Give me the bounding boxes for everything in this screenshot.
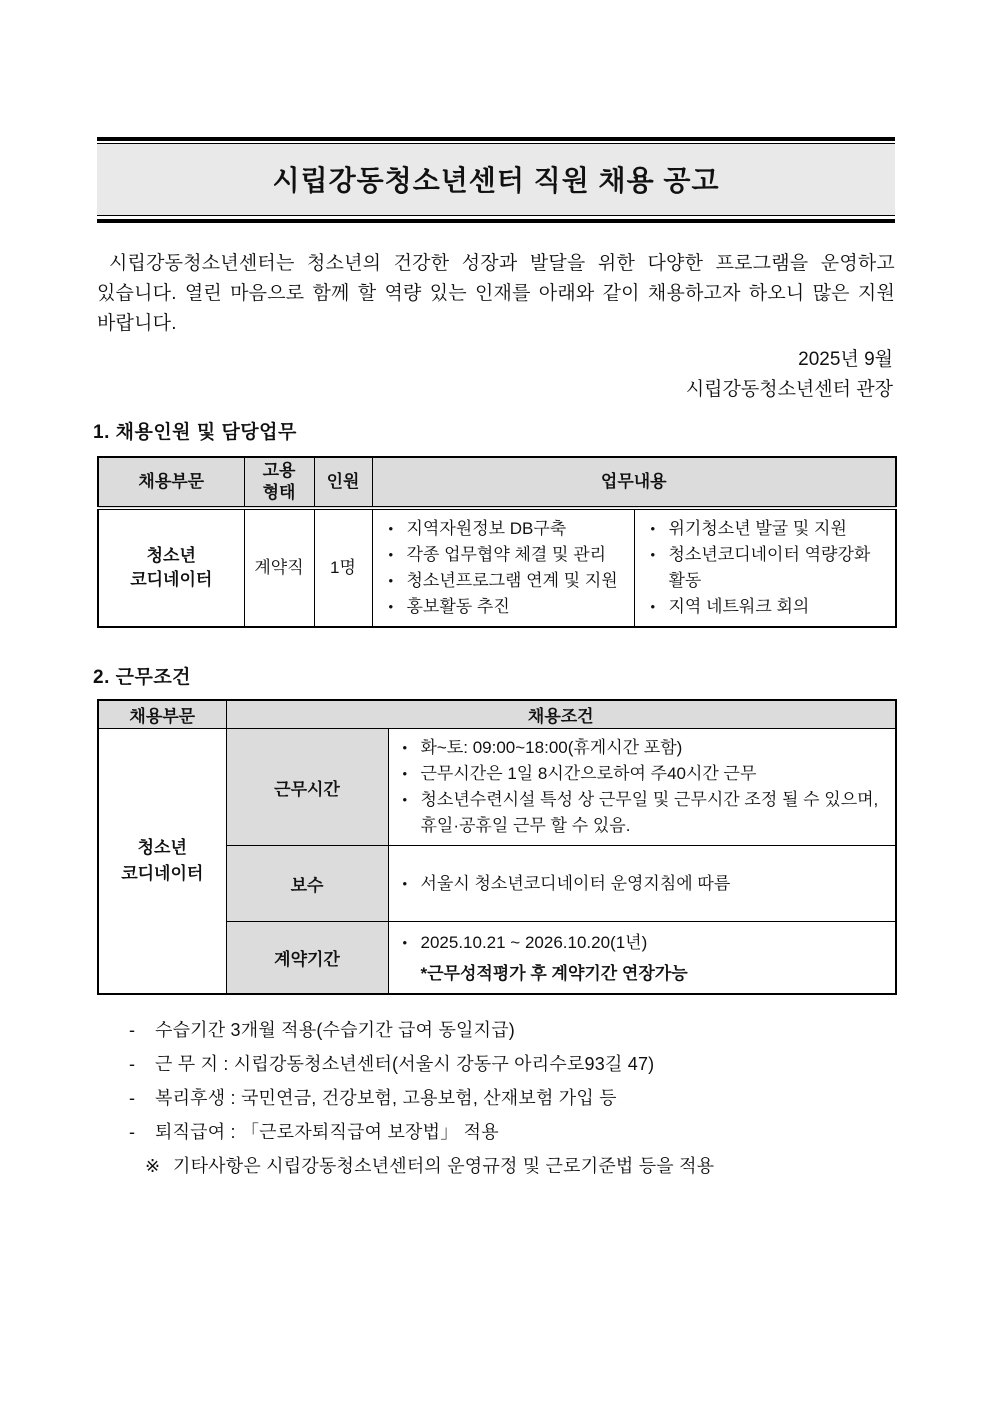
duty-item: • 청소년코디네이터 역량강화 활동 (647, 542, 892, 594)
bullet-icon: • (402, 740, 408, 755)
bullet-icon: • (402, 792, 408, 807)
duty-item: • 각종 업무협약 체결 및 관리 (385, 542, 630, 568)
label-work-time: 근무시간 (226, 729, 388, 846)
section1-heading: 1. 채용인원 및 담당업무 (93, 422, 297, 443)
reference-mark-icon: ※ (145, 1155, 161, 1176)
cell-duties-right (634, 508, 896, 627)
bullet-icon: • (650, 547, 656, 562)
dash-marker: - (129, 1087, 135, 1108)
notes-list (97, 1013, 895, 1183)
note-item: - 수습기간 3개월 적용(수습기간 급여 동일지급) (97, 1013, 895, 1047)
cell-headcount: 1명 (314, 508, 372, 627)
header-duties: 업무내용 (372, 457, 896, 508)
dash-marker: - (129, 1053, 135, 1074)
duty-item: • 위기청소년 발굴 및 지원 (647, 516, 892, 542)
label-pay: 보수 (226, 846, 388, 922)
header-part: 채용부문 (98, 457, 244, 508)
header-employment-type: 고용 형태 (244, 457, 314, 508)
condition-item: • 2025.10.21 ~ 2026.10.20(1년) (399, 930, 892, 956)
intro-paragraph: 시립강동청소년센터는 청소년의 건강한 성장과 발달을 위한 다양한 프로그램을 운영하고 있습니다. 열린 마음으로 함께 할 역량 있는 인재를 아래와 같이 채용하고자 하오니 많은 지원 바랍니다. (97, 253, 895, 334)
condition-item: • 서울시 청소년코디네이터 운영지침에 따름 (399, 871, 892, 897)
bullet-icon: • (402, 935, 408, 951)
cell-work-time (388, 729, 896, 846)
condition-item: • 근무시간은 1일 8시간으로하여 주40시간 근무 (399, 761, 892, 787)
duty-item: • 지역 네트워크 회의 (647, 594, 892, 620)
contract-extension-note: *근무성적평가 후 계약기간 연장가능 (420, 964, 688, 984)
bullet-icon: • (388, 521, 394, 536)
section2-heading: 2. 근무조건 (93, 667, 192, 688)
dash-marker: - (129, 1121, 135, 1142)
dash-marker: - (129, 1019, 135, 1040)
conditions-table-header-row (98, 700, 896, 729)
bullet-icon: • (388, 573, 394, 588)
recruitment-table-row (98, 508, 896, 627)
condition-item: • 청소년수련시설 특성 상 근무일 및 근무시간 조정 될 수 있으며, 휴일·공휴일 근무 할 수 있음. (399, 787, 892, 839)
duty-item: • 청소년프로그램 연계 및 지원 (385, 568, 630, 594)
signature-line: 시립강동청소년센터 관장 (685, 379, 893, 400)
bullet-icon: • (388, 547, 394, 562)
page-title: 시립강동청소년센터 직원 채용 공고 (97, 143, 895, 216)
header-headcount: 인원 (314, 457, 372, 508)
bullet-icon: • (650, 599, 656, 614)
bullet-icon: • (388, 599, 394, 614)
cell-part: 청소년 코디네이터 (98, 729, 226, 994)
title-banner (97, 137, 895, 223)
note-item: - 근 무 지 : 시립강동청소년센터(서울시 강동구 아리수로93길 47) (97, 1047, 895, 1081)
cell-part: 청소년 코디네이터 (98, 508, 244, 627)
label-contract: 계약기간 (226, 922, 388, 994)
header-part: 채용부문 (98, 700, 226, 729)
bullet-icon: • (650, 521, 656, 536)
header-conditions: 채용조건 (226, 700, 896, 729)
work-time-row (98, 729, 896, 846)
work-conditions-table (97, 699, 897, 995)
recruitment-table-header-row (98, 457, 896, 508)
date-block (97, 345, 895, 405)
cell-pay (388, 846, 896, 922)
note-item: - 복리후생 : 국민연금, 건강보험, 고용보험, 산재보험 가입 등 (97, 1081, 895, 1115)
recruitment-table (97, 456, 897, 628)
cell-employment-type: 계약직 (244, 508, 314, 627)
date-line: 2025년 9월 (798, 349, 893, 370)
bullet-icon: • (402, 875, 408, 891)
condition-item: • 화~토: 09:00~18:00(휴게시간 포함) (399, 735, 892, 761)
cell-contract (388, 922, 896, 994)
duty-item: • 지역자원정보 DB구축 (385, 516, 630, 542)
bullet-icon: • (402, 766, 408, 781)
duty-item: • 홍보활동 추진 (385, 594, 630, 620)
note-item: - 퇴직급여 : 「근로자퇴직급여 보장법」 적용 (97, 1115, 895, 1149)
cell-duties-left (372, 508, 634, 627)
note-item-etc: ※ 기타사항은 시립강동청소년센터의 운영규정 및 근로기준법 등을 적용 (97, 1149, 895, 1183)
document-content (93, 137, 895, 1183)
